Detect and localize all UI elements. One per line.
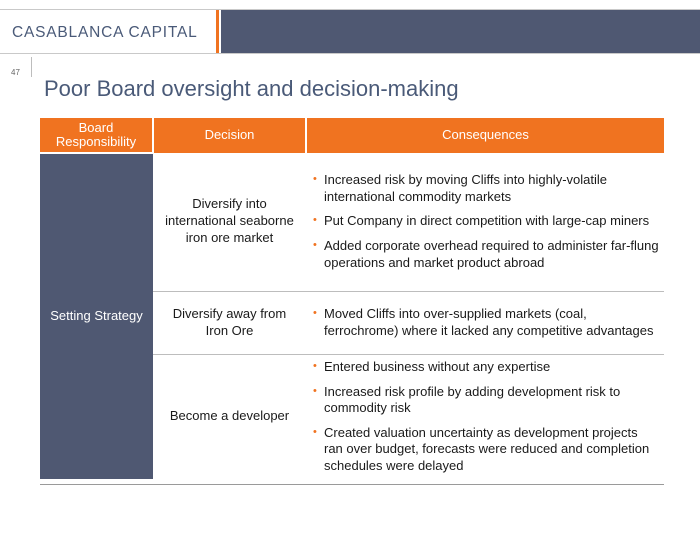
consequence-item: • Increased risk by moving Cliffs into highly-volatile international commodity markets (312, 172, 660, 205)
responsibility-cell: Setting Strategy (40, 153, 153, 479)
table-header-row (40, 118, 664, 153)
consequences-cell (306, 153, 664, 291)
header-banner (221, 10, 700, 53)
consequence-list (312, 172, 660, 271)
consequence-item: • Moved Cliffs into over-supplied markets (coal, ferrochrome) where it lacked any competitive advantages (312, 306, 660, 339)
table-row (40, 153, 664, 291)
slide-title: Poor Board oversight and decision-making (44, 76, 459, 101)
page-number: 47 (11, 68, 20, 77)
consequence-item: • Put Company in direct competition with large-cap miners (312, 213, 660, 230)
oversight-table (40, 118, 664, 479)
header-decision: Decision (153, 118, 306, 153)
header-consequences: Consequences (306, 118, 664, 153)
consequence-list (312, 306, 660, 339)
table-bottom-rule (40, 484, 664, 485)
consequence-item: • Added corporate overhead required to administer far-flung operations and market product abroad (312, 238, 660, 271)
decision-cell: Become a developer (153, 354, 306, 479)
decision-cell: Diversify into international seaborne iron ore market (165, 196, 294, 246)
header-bottom-rule (0, 53, 700, 54)
consequence-item: • Increased risk profile by adding development risk to commodity risk (312, 384, 660, 417)
consequences-cell (306, 291, 664, 354)
decision-cell: Diversify away from Iron Ore (153, 291, 306, 354)
consequence-item: • Created valuation uncertainty as development projects ran over budget, forecasts were reduced and completion schedules were delayed (312, 425, 660, 475)
consequence-list (312, 359, 660, 475)
header-accent-rule (216, 10, 219, 53)
brand-logo-text: CASABLANCA CAPITAL (12, 24, 198, 41)
consequences-cell (306, 354, 664, 479)
header-board-responsibility: Board Responsibility (40, 118, 153, 153)
page-number-divider (31, 57, 32, 77)
consequence-item: • Entered business without any expertise (312, 359, 660, 376)
